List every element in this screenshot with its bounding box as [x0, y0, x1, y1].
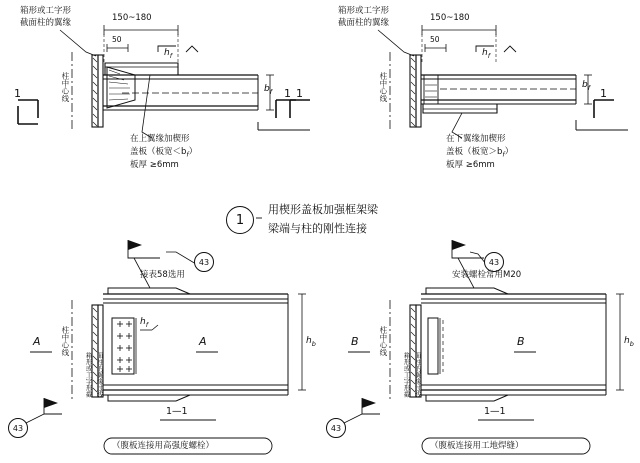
- bottom-left-col-note-line1: 箱形或工字形截: [84, 352, 93, 398]
- bottom-right-dim-hb: $h_b$: [624, 336, 634, 348]
- bottom-right-balloon-43-top: 43: [484, 252, 504, 272]
- bottom-right-section-letter-right: B: [517, 335, 525, 348]
- top-right-dim-bf: $b_f$: [582, 80, 591, 92]
- bottom-left-caption: （腹板连接用高强度螺栓）: [112, 441, 215, 451]
- bottom-right-section-title: 1—1: [484, 406, 506, 417]
- bottom-right-section-letter-left: B: [351, 335, 359, 348]
- top-left-weld-hf: $h_f$: [164, 48, 173, 60]
- top-left-column-axis: 柱中心线: [60, 72, 70, 102]
- top-left-cover-note-line2: 盖板（板宽$<b_f$）: [130, 147, 198, 159]
- bottom-left-column-axis: 柱中心线: [60, 326, 70, 356]
- top-left-section-mark: 1: [14, 87, 21, 100]
- top-right-dim-thickness: 150~180: [430, 13, 470, 23]
- top-right-section-mark-right: 1: [600, 87, 607, 100]
- top-left-dim-50: 50: [112, 35, 122, 44]
- bottom-left-balloon-43-left: 43: [8, 418, 28, 438]
- bottom-left-dim-hb: $h_b$: [306, 336, 316, 348]
- bottom-right-balloon-43-left: 43: [326, 418, 346, 438]
- top-left-flange-note-line2: 截面柱的翼缘: [20, 18, 72, 28]
- top-left-section-mark-right: 1: [284, 87, 291, 100]
- top-left-cover-note-line1: 在上翼缘加楔形: [130, 134, 190, 144]
- top-left-dim-bf: $b_f$: [264, 84, 273, 96]
- sheet-title-line2: 梁端与柱的刚性连接: [268, 222, 367, 235]
- sheet-title-line1: 用楔形盖板加强框架梁: [268, 203, 378, 216]
- top-left-flange-note-line1: 箱形或工字形: [20, 6, 72, 16]
- top-right-cover-note-line2: 盖板（板宽$>b_f$）: [446, 147, 514, 159]
- bottom-left-section-letter-left: A: [33, 335, 41, 348]
- top-right-cover-note-line1: 在下翼缘加楔形: [446, 134, 506, 144]
- bottom-left-table-note: 接表58选用: [140, 270, 185, 280]
- top-right-cover-note-line3: 板厚 ≥6mm: [446, 160, 495, 170]
- top-right-column-axis: 柱中心线: [378, 72, 388, 102]
- bottom-right-column-axis: 柱中心线: [378, 326, 388, 356]
- bottom-left-section-title: 1—1: [166, 406, 188, 417]
- bottom-left-section-letter-right: A: [199, 335, 207, 348]
- bottom-right-bolt-note: 安装螺栓常用M20: [452, 270, 522, 280]
- top-right-dim-50: 50: [430, 35, 440, 44]
- bottom-right-caption: （腹板连接用工地焊缝）: [430, 441, 524, 451]
- top-right-section-mark: 1: [296, 87, 303, 100]
- bottom-left-col-note-line2: 面柱的翼缘过线: [95, 352, 104, 398]
- top-right-weld-hf: $h_f$: [482, 48, 491, 60]
- bottom-left-balloon-43-top: 43: [194, 252, 214, 272]
- top-right-flange-note-line2: 截面柱的翼缘: [338, 18, 390, 28]
- bottom-right-col-note-line2: 面柱的翼缘过线: [413, 352, 422, 398]
- top-left-dim-thickness: 150~180: [112, 13, 152, 23]
- top-right-flange-note-line1: 箱形或工字形: [338, 6, 390, 16]
- title-balloon: 1: [226, 206, 254, 234]
- bottom-left-weld-hf: $h_f$: [140, 317, 149, 329]
- top-left-cover-note-line3: 板厚 ≥6mm: [130, 160, 179, 170]
- bottom-right-col-note-line1: 箱形或工字形截: [402, 352, 411, 398]
